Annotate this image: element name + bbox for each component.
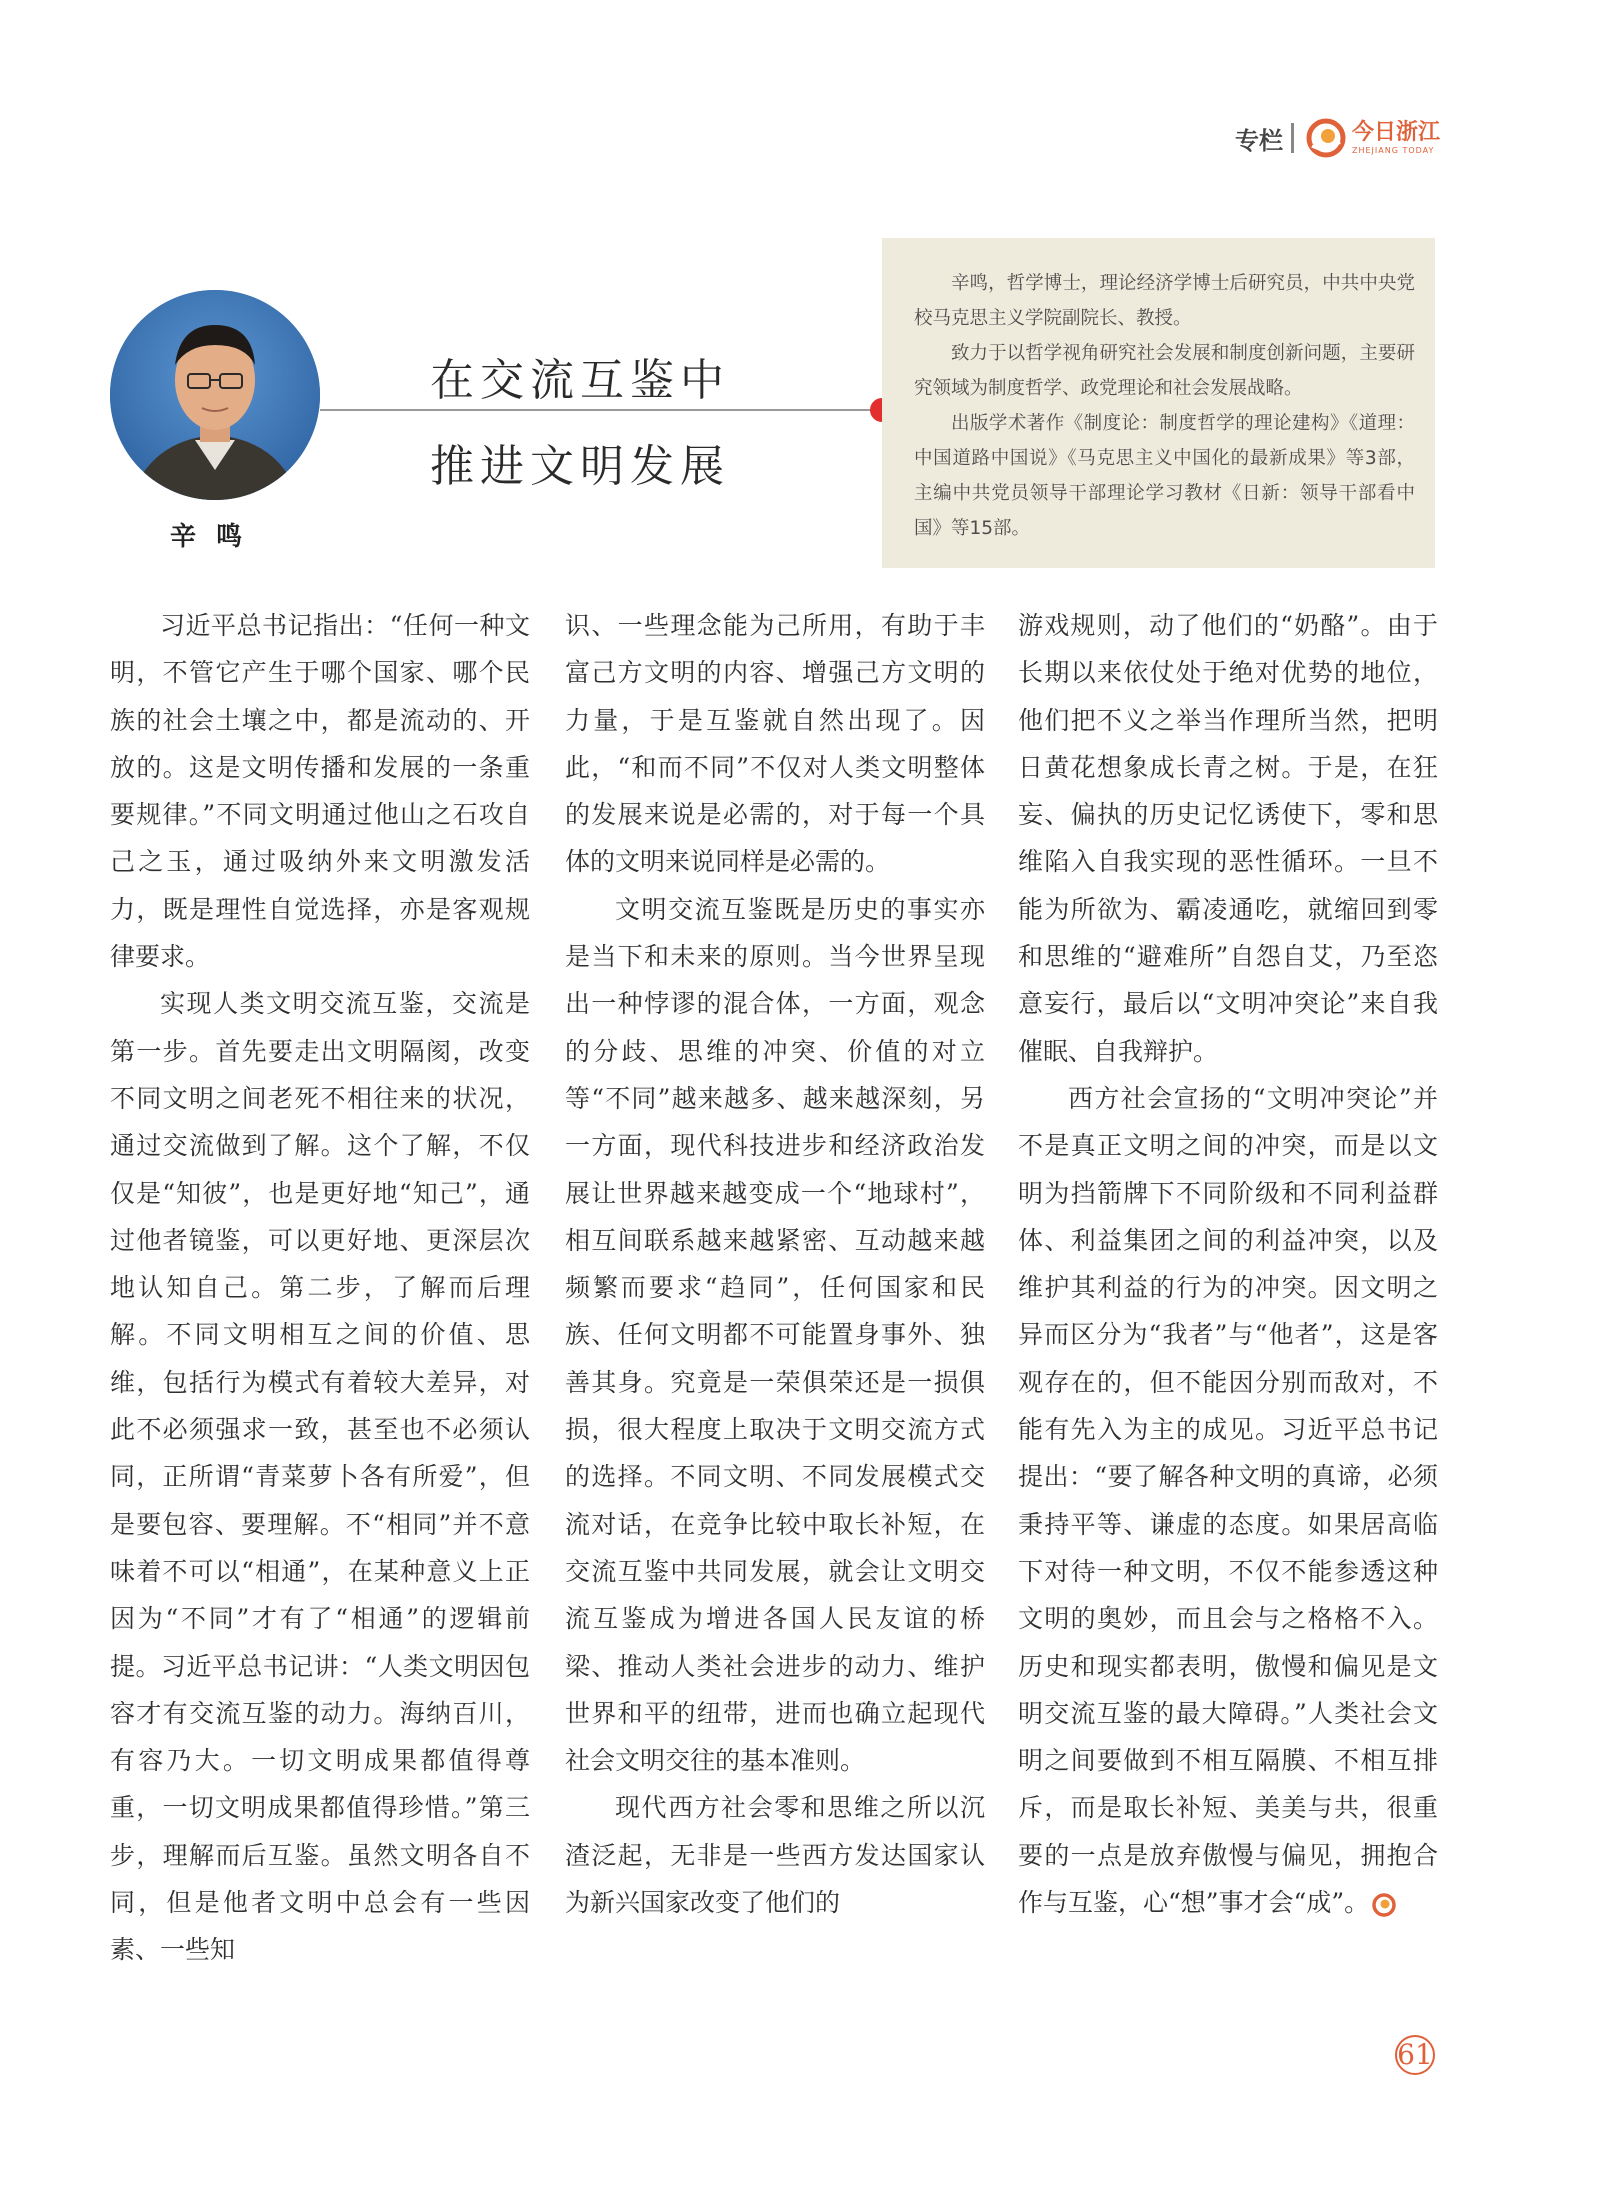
body-paragraph-text: 西方社会宣扬的“文明冲突论”并不是真正文明之间的冲突，而是以文明为挡箭牌下不同阶级和不同利益群体、利益集团之间的利益冲突，以及维护其利益的行为的冲突。因文明之异而区分为“我者”与“他者”，这是客观存在的，但不能因分别而敌对，不能有先入为主的成见。习近平总书记提出：“要了解各种文明的真谛，必须秉持平等、谦虚的态度。如果居高临下对待一种文明，不仅不能参透这种文明的奥妙，而且会与之格格不入。历史和现实都表明，傲慢和偏见是文明交流互鉴的最大障碍。”人类社会文明之间要做到不相互隔膜、不相互排斥，而是取长补短、美美与共，很重要的一点是放弃傲慢与偏见，拥抱合作与互鉴，心“想”事才会“成”。 <box>1018 1083 1438 1918</box>
body-column-2 <box>565 602 985 1926</box>
end-mark-icon <box>1371 1892 1397 1918</box>
publication-logo <box>1306 118 1440 158</box>
body-column-1 <box>110 602 530 1974</box>
article-title-line-2: 推进文明发展 <box>430 441 730 492</box>
author-name: 辛鸣 <box>170 522 263 552</box>
header-divider <box>1291 123 1294 153</box>
body-paragraph: 识、一些理念能为己所用，有助于丰富己方文明的内容、增强己方文明的力量，于是互鉴就自然出现了。因此，“和而不同”不仅对人类文明整体的发展来说是必需的，对于每一个具体的文明来说同样是必需的。 <box>565 611 985 877</box>
page-number: 61 <box>1395 2035 1435 2075</box>
body-paragraph: 现代西方社会零和思维之所以沉渣泛起，无非是一些西方发达国家认为新兴国家改变了他们的 <box>565 1793 985 1918</box>
title-divider <box>320 409 880 411</box>
portrait-illustration <box>110 290 320 500</box>
bio-paragraph: 辛鸣，哲学博士，理论经济学博士后研究员，中共中央党校马克思主义学院副院长、教授。 <box>914 273 1415 329</box>
bio-paragraph: 出版学术著作《制度论：制度哲学的理论建构》《道理：中国道路中国说》《马克思主义中国化的最新成果》等3部，主编中共党员领导干部理论学习教材《日新：领导干部看中国》等15部。 <box>914 413 1415 539</box>
body-paragraph: 习近平总书记指出：“任何一种文明，不管它产生于哪个国家、哪个民族的社会土壤之中，都是流动的、开放的。这是文明传播和发展的一条重要规律。”不同文明通过他山之石攻自己之玉，通过吸纳外来文明激发活力，既是理性自觉选择，亦是客观规律要求。 <box>110 611 530 972</box>
column-label: 专栏 <box>1234 126 1283 155</box>
author-bio <box>882 238 1435 568</box>
page-header <box>1235 118 1440 158</box>
body-paragraph: 文明交流互鉴既是历史的事实亦是当下和未来的原则。当今世界呈现出一种悖谬的混合体，一方面，观念的分歧、思维的冲突、价值的对立等“不同”越来越多、越来越深刻，另一方面，现代科技进步和经济政治发展让世界越来越变成一个“地球村”，相互间联系越来越紧密、互动越来越频繁而要求“趋同”，任何国家和民族、任何文明都不可能置身事外、独善其身。究竟是一荣俱荣还是一损俱损，很大程度上取决于文明交流方式的选择。不同文明、不同发展模式交流对话，在竞争比较中取长补短，在交流互鉴中共同发展，就会让文明交流互鉴成为增进各国人民友谊的桥梁、推动人类社会进步的动力、维护世界和平的纽带，进而也确立起现代社会文明交往的基本准则。 <box>565 894 985 1776</box>
article-title-line-1: 在交流互鉴中 <box>430 355 730 406</box>
body-paragraph <box>1018 1075 1438 1926</box>
body-column-3 <box>1018 602 1438 1926</box>
logo-text: 今日浙江 <box>1351 119 1440 145</box>
logo-swirl-icon <box>1306 118 1346 158</box>
author-portrait <box>110 290 320 500</box>
bio-paragraph: 致力于以哲学视角研究社会发展和制度创新问题，主要研究领域为制度哲学、政党理论和社会发展战略。 <box>914 343 1415 399</box>
logo-subtext: ZHEJIANG TODAY <box>1351 145 1435 155</box>
body-paragraph: 游戏规则，动了他们的“奶酪”。由于长期以来依仗处于绝对优势的地位，他们把不义之举当作理所当然，把明日黄花想象成长青之树。于是，在狂妄、偏执的历史记忆诱使下，零和思维陷入自我实现的恶性循环。一旦不能为所欲为、霸凌通吃，就缩回到零和思维的“避难所”自怨自艾，乃至恣意妄行，最后以“文明冲突论”来自我催眠、自我辩护。 <box>1018 611 1438 1066</box>
body-paragraph: 实现人类文明交流互鉴，交流是第一步。首先要走出文明隔阂，改变不同文明之间老死不相往来的状况，通过交流做到了解。这个了解，不仅仅是“知彼”，也是更好地“知己”，通过他者镜鉴，可以更好地、更深层次地认知自己。第二步，了解而后理解。不同文明相互之间的价值、思维，包括行为模式有着较大差异，对此不必须强求一致，甚至也不必须认同，正所谓“青菜萝卜各有所爱”，但是要包容、要理解。不“相同”并不意味着不可以“相通”，在某种意义上正因为“不同”才有了“相通”的逻辑前提。习近平总书记讲：“人类文明因包容才有交流互鉴的动力。海纳百川，有容乃大。一切文明成果都值得尊重，一切文明成果都值得珍惜。”第三步，理解而后互鉴。虽然文明各自不同，但是他者文明中总会有一些因素、一些知 <box>110 989 530 1965</box>
